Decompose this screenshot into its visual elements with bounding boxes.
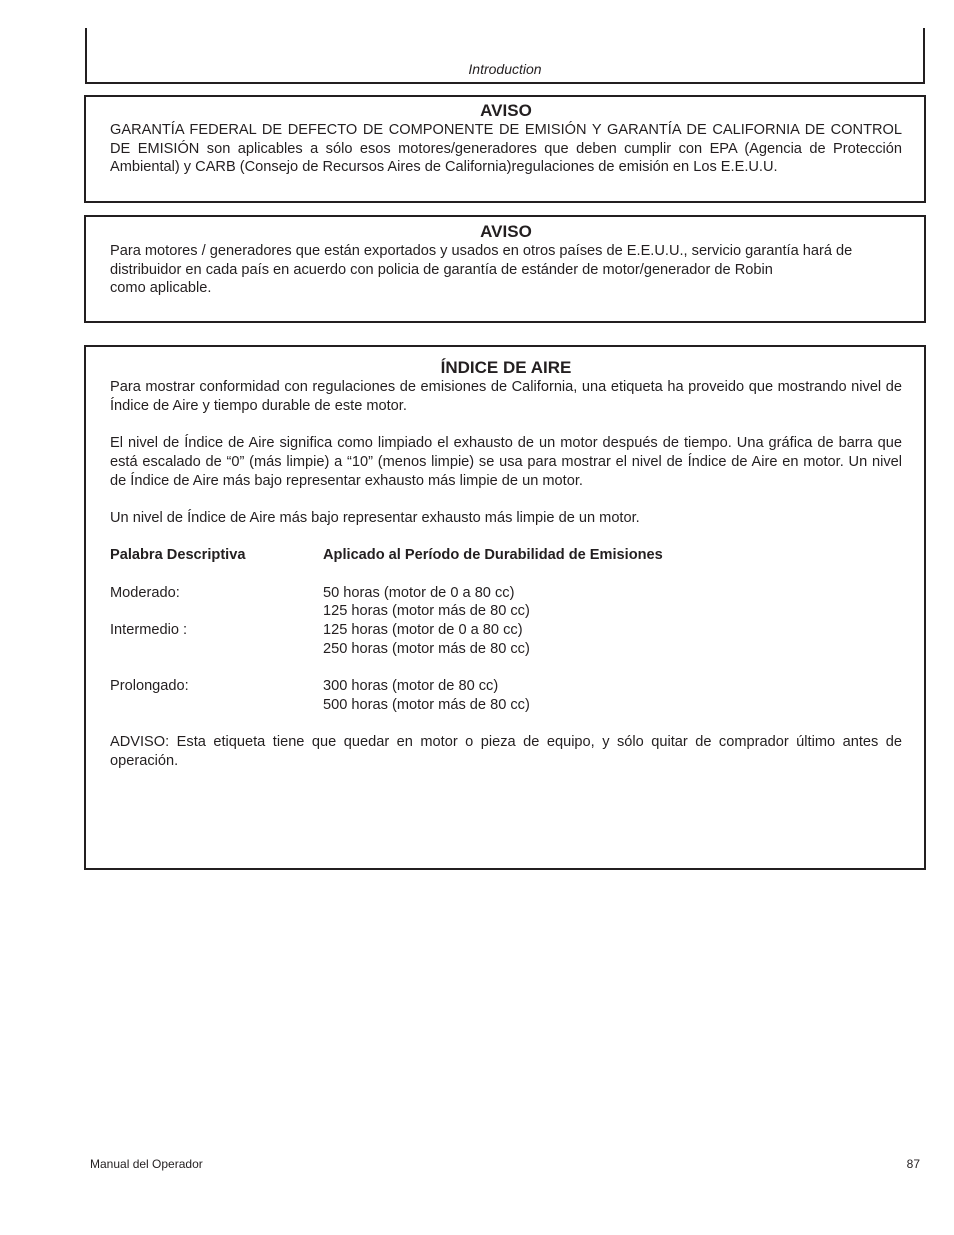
table-cell-value: 500 horas (motor más de 80 cc) (323, 696, 530, 713)
table-cell-value: 300 horas (motor de 80 cc) (323, 678, 499, 695)
notice-text (110, 242, 902, 298)
table-cell-label: Prolongado: (110, 678, 189, 695)
table-cell-label: Intermedio : (110, 622, 188, 639)
notice-text-line: Para motores / generadores que están exportados y usados en otros países de E.E.U.U., servicio garantía hará de distribuidor en cada país en acuerdo con policia de garantía de estánder de motor/generador de Robin (110, 243, 853, 278)
table-header-descriptive-word: Palabra Descriptiva (110, 547, 246, 564)
air-index-paragraph-2: El nivel de Índice de Aire significa como limpiado el exhausto de un motor después de tiempo. Una gráfica de barra que está escalado de “0” (más limpie) a “10” (menos limpie) se usa para mostrar el nivel de Índice de Aire en motor. Un nivel de Índice de Aire más bajo representar exhausto más limpie de un motor. (110, 435, 902, 489)
air-index-title: ÍNDICE DE AIRE (440, 358, 572, 377)
air-index-box (84, 345, 926, 870)
table-row (110, 602, 902, 621)
air-index-note: ADVISO: Esta etiqueta tiene que quedar en motor o pieza de equipo, y sólo quitar de comprador último antes de operación. (110, 734, 902, 769)
table-row (110, 584, 902, 603)
table-row (110, 640, 902, 659)
table-row (110, 621, 902, 640)
durability-table (110, 546, 902, 733)
table-header-row (110, 546, 902, 565)
table-cell-label: Moderado: (110, 584, 180, 601)
notice-text-line: como aplicable. (110, 280, 212, 297)
footer-manual-title: Manual del Operador (90, 1157, 203, 1171)
notice-text: GARANTÍA FEDERAL DE DEFECTO DE COMPONENTE DE EMISIÓN Y GARANTÍA DE CALIFORNIA DE CONTROL DE EMISIÓN son aplicables a sólo esos motores/generadores que deben cumplir con EPA (Agencia de Protección Ambiental) y CARB (Consejo de Recursos Aires de California)regulaciones de emisión en Los E.E.U.U. (110, 122, 902, 176)
table-cell-value: 125 horas (motor más de 80 cc) (323, 603, 530, 620)
table-row (110, 696, 902, 715)
table-cell-value: 50 horas (motor de 0 a 80 cc) (323, 584, 515, 601)
table-row (110, 677, 902, 696)
air-index-paragraph-3: Un nivel de Índice de Aire más bajo representar exhausto más limpie de un motor. (110, 509, 640, 526)
table-header-durability-period: Aplicado al Período de Durabilidad de Emisiones (323, 547, 663, 564)
table-cell-value: 250 horas (motor más de 80 cc) (323, 640, 530, 657)
notice-title: AVISO (480, 222, 532, 241)
footer-page-number: 87 (906, 1157, 920, 1171)
section-label: Introduction (468, 61, 542, 77)
table-cell-value: 125 horas (motor de 0 a 80 cc) (323, 622, 523, 639)
air-index-paragraph-1: Para mostrar conformidad con regulaciones de emisiones de California, una etiqueta ha proveido que mostrando nivel de Índice de Aire y tiempo durable de este motor. (110, 379, 902, 414)
notice-box-emission-warranty (84, 95, 926, 203)
notice-title: AVISO (480, 101, 532, 120)
notice-box-export-warranty (84, 215, 926, 323)
